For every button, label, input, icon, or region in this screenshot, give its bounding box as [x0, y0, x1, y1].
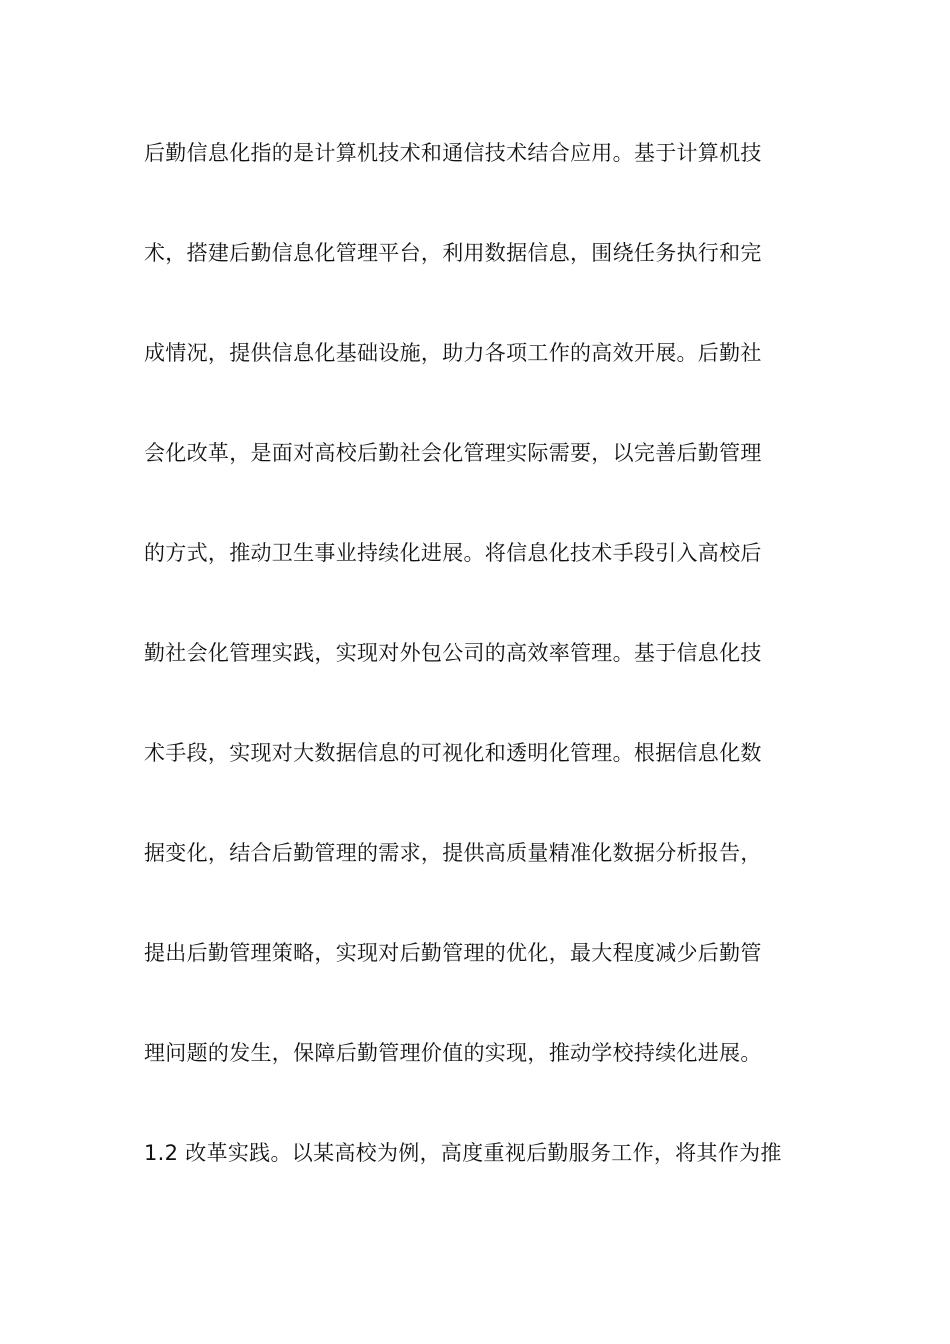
text-line: 理问题的发生，保障后勤管理价值的实现，推动学校持续化进展。 — [144, 1041, 762, 1065]
text-line: 会化改革，是面对高校后勤社会化管理实际需要，以完善后勤管理 — [144, 441, 762, 465]
section-heading-line: 1.2 改革实践。以某高校为例，高度重视后勤服务工作，将其作为推 — [144, 1141, 782, 1165]
text-line: 的方式，推动卫生事业持续化进展。将信息化技术手段引入高校后 — [144, 541, 762, 565]
text-line: 后勤信息化指的是计算机技术和通信技术结合应用。基于计算机技 — [144, 141, 762, 165]
text-line: 勤社会化管理实践，实现对外包公司的高效率管理。基于信息化技 — [144, 641, 762, 665]
text-line: 提出后勤管理策略，实现对后勤管理的优化，最大程度减少后勤管 — [144, 941, 762, 965]
text-line: 术手段，实现对大数据信息的可视化和透明化管理。根据信息化数 — [144, 741, 762, 765]
text-line: 成情况，提供信息化基础设施，助力各项工作的高效开展。后勤社 — [144, 341, 762, 365]
text-line: 据变化，结合后勤管理的需求，提供高质量精准化数据分析报告， — [144, 841, 762, 865]
text-line: 术，搭建后勤信息化管理平台，利用数据信息，围绕任务执行和完 — [144, 241, 762, 265]
